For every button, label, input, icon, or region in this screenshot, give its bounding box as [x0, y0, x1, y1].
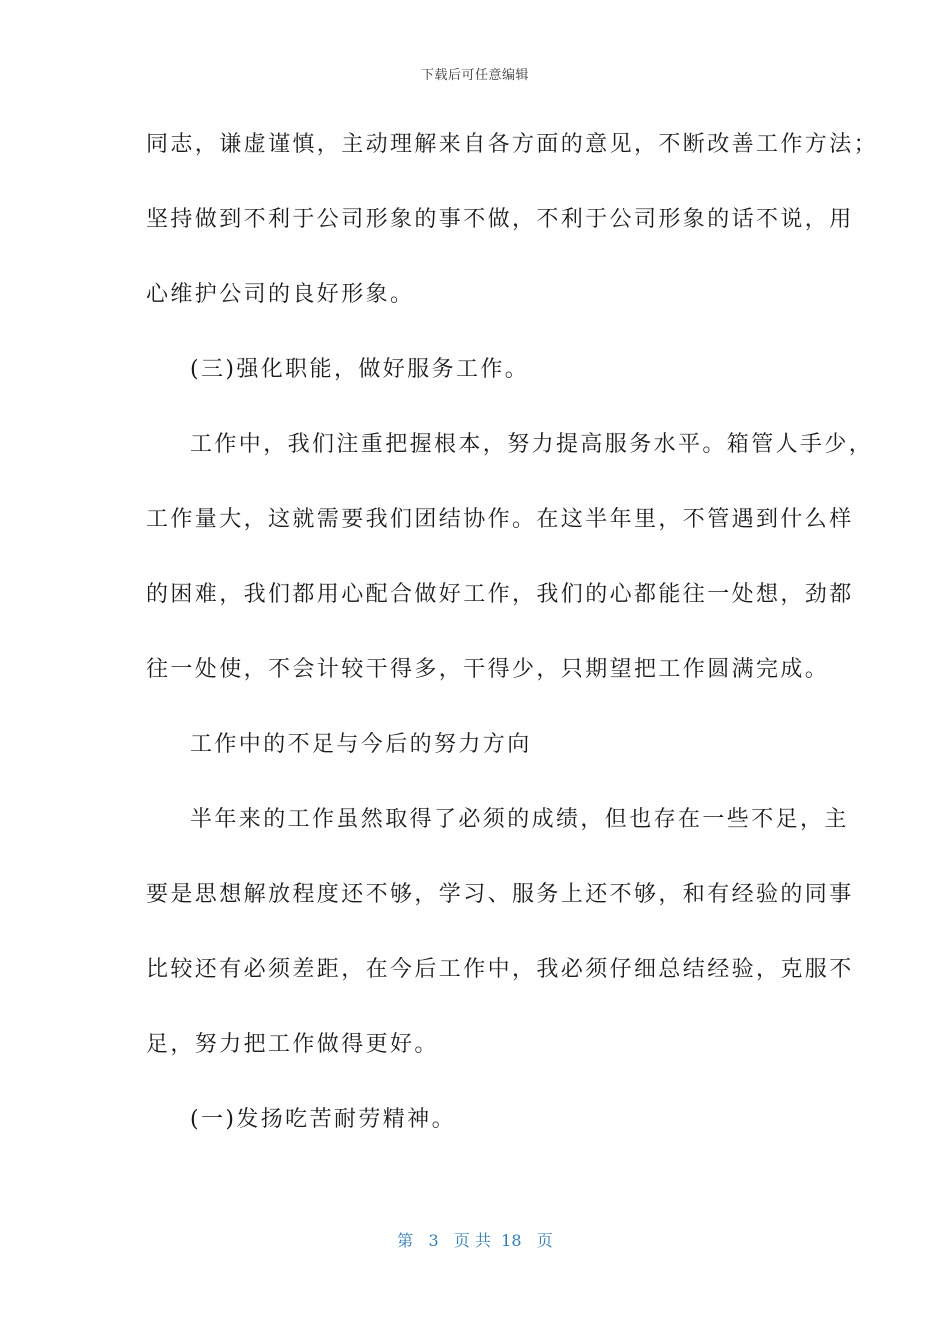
current-page-number: 3: [428, 1231, 439, 1250]
text-line: 往一处使，不会计较干得多，干得少，只期望把工作圆满完成。: [146, 657, 830, 682]
text-line: 要是思想解放程度还不够，学习、服务上还不够，和有经验的同事: [146, 882, 854, 907]
page-label-suffix: 页: [536, 1231, 553, 1250]
section-heading: (三)强化职能，做好服务工作。: [190, 357, 530, 382]
text-line: 半年来的工作虽然取得了必须的成绩，但也存在一些不足，主: [190, 807, 849, 832]
text-line: 足，努力把工作做得更好。: [146, 1032, 439, 1057]
text-line: 工作中，我们注重把握根本，努力提高服务水平。箱管人手少，: [190, 432, 874, 457]
page-label-prefix: 第: [397, 1231, 414, 1250]
section-heading: (一)发扬吃苦耐劳精神。: [190, 1107, 456, 1132]
text-line: 坚持做到不利于公司形象的事不做，不利于公司形象的话不说，用: [146, 207, 854, 232]
page-footer: [0, 1228, 950, 1251]
text-line: 工作量大，这就需要我们团结协作。在这半年里，不管遇到什么样: [146, 507, 854, 532]
section-heading: 工作中的不足与今后的努力方向: [190, 732, 532, 757]
text-line: 心维护公司的良好形象。: [146, 282, 415, 307]
total-pages-number: 18: [501, 1231, 522, 1250]
header-note: 下载后可任意编辑: [420, 68, 529, 83]
text-line: 比较还有必须差距，在今后工作中，我必须仔细总结经验，克服不: [146, 957, 854, 982]
page-label-mid: 页 共: [453, 1231, 491, 1250]
text-line: 的困难，我们都用心配合做好工作，我们的心都能往一处想，劲都: [146, 582, 854, 607]
text-line: 同志，谦虚谨慎，主动理解来自各方面的意见，不断改善工作方法；: [146, 132, 879, 157]
